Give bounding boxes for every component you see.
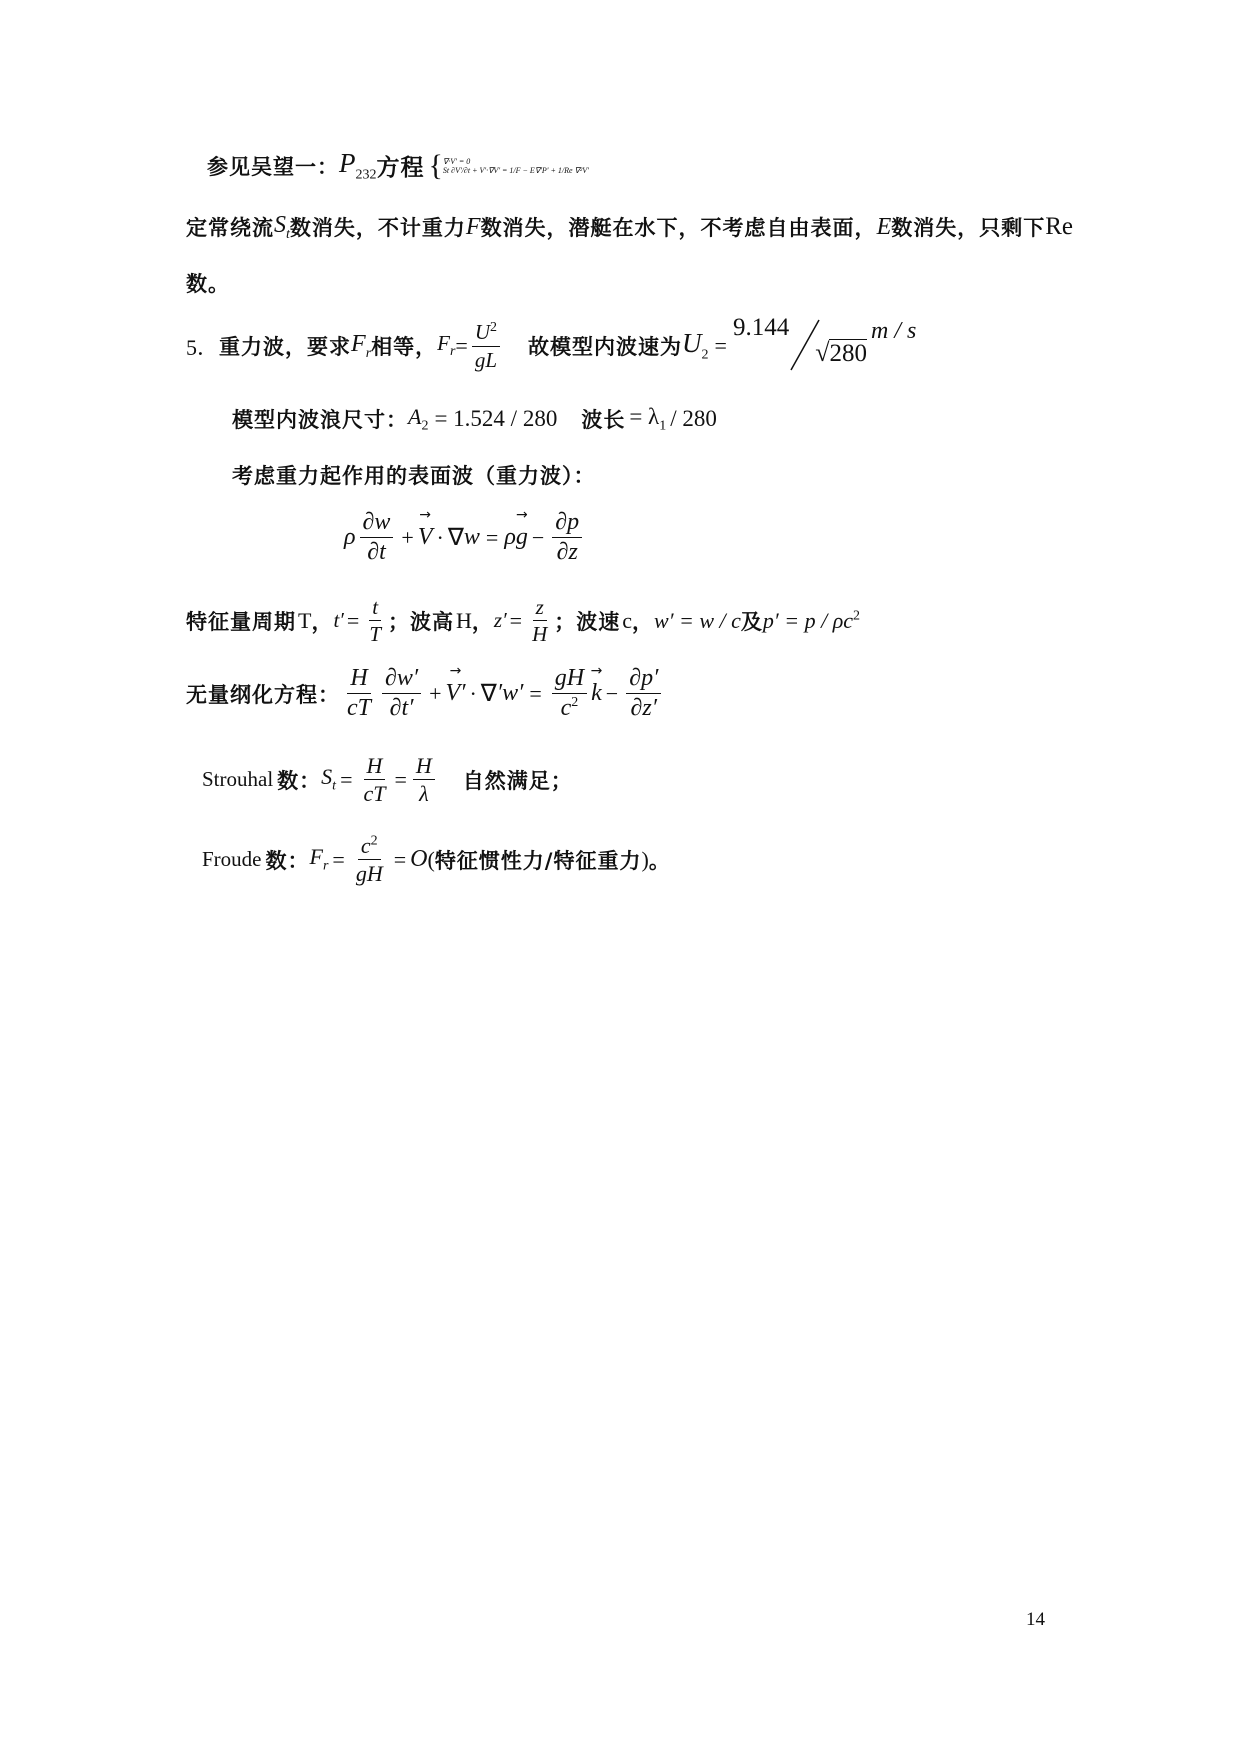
equation-word: 方程 — [376, 155, 425, 182]
paragraph-line-3: 数。 — [186, 272, 230, 296]
ref-text: 参见吴望一： — [207, 154, 339, 179]
reynolds-symbol: Re — [1045, 213, 1074, 241]
momentum-equation: ρ $\frac{\partial w}{\partial t}$ + → V · ∇ w = ρ → g − $\frac{\partial p}{\partial z}$ — [344, 510, 586, 565]
strouhal-line: Strouhal 数： $S_t$ = $\frac{H}{cT}$ = $\frac{H}{\lambda}$ 自然满足； — [202, 753, 573, 807]
froude-line: Froude 数： $F_r$ = $\frac{c^2}{gH}$ = O ( 特征惯性力/特征重力 ) 。 — [202, 833, 671, 887]
strouhal-symbol: $S_t$ — [274, 212, 290, 242]
froude-symbol: F — [465, 213, 481, 240]
characteristic-quantities-line: 特征量周期 T ， t′ = $\frac{t}{T}$ ； 波高 H ， z′ = $\frac{z}{H}$ ； 波速 c ， w′ = w / c 及 $p' = p / \rho c^2$ — [186, 595, 861, 647]
ref-line — [207, 148, 589, 183]
dimensionless-equation-line: 无量纲化方程： $\frac{H}{cT}$ $\frac{\partial w'}{\partial t'}$ + → V′ · ∇ ′w′ = $\frac{gH}{c^2}$ → k − $\frac{\partial p'}{\partial z'}$ — [186, 666, 665, 721]
euler-symbol: E — [876, 213, 892, 240]
tiny-equation-system: { ∇·V' = 0 St ∂V'/∂t + V'·∇V' = 1/F − E∇'P' + 1/Re ∇²V' — [428, 148, 589, 182]
froude-fraction: $\frac{U^2}{gL}$ — [472, 321, 500, 370]
p-symbol: $P_{232}$ — [339, 148, 377, 183]
page-number: 14 — [1026, 1609, 1045, 1630]
model-wave-size-line: 模型内波浪尺寸： $A_2$ = 1.524 / 280 波长 = $\lambda_1$ / 280 — [232, 404, 717, 434]
gravity-wave-heading: 考虑重力起作用的表面波（重力波）： — [232, 464, 596, 488]
wave-speed-expression: 9.144 √ 280 m / s — [733, 318, 916, 374]
paragraph-line-2: 定常绕流 $S_t$ 数消失，不计重力 F 数消失，潜艇在水下，不考虑自由表面， E 数消失，只剩下 Re — [186, 212, 1074, 242]
item-5-line: 5． 重力波，要求 $F_r$ 相等， $F_r$ = $\frac{U^2}{gL}$ 故模型内波速为 $U_2$ = 9.144 √ 280 m / s — [186, 318, 916, 374]
